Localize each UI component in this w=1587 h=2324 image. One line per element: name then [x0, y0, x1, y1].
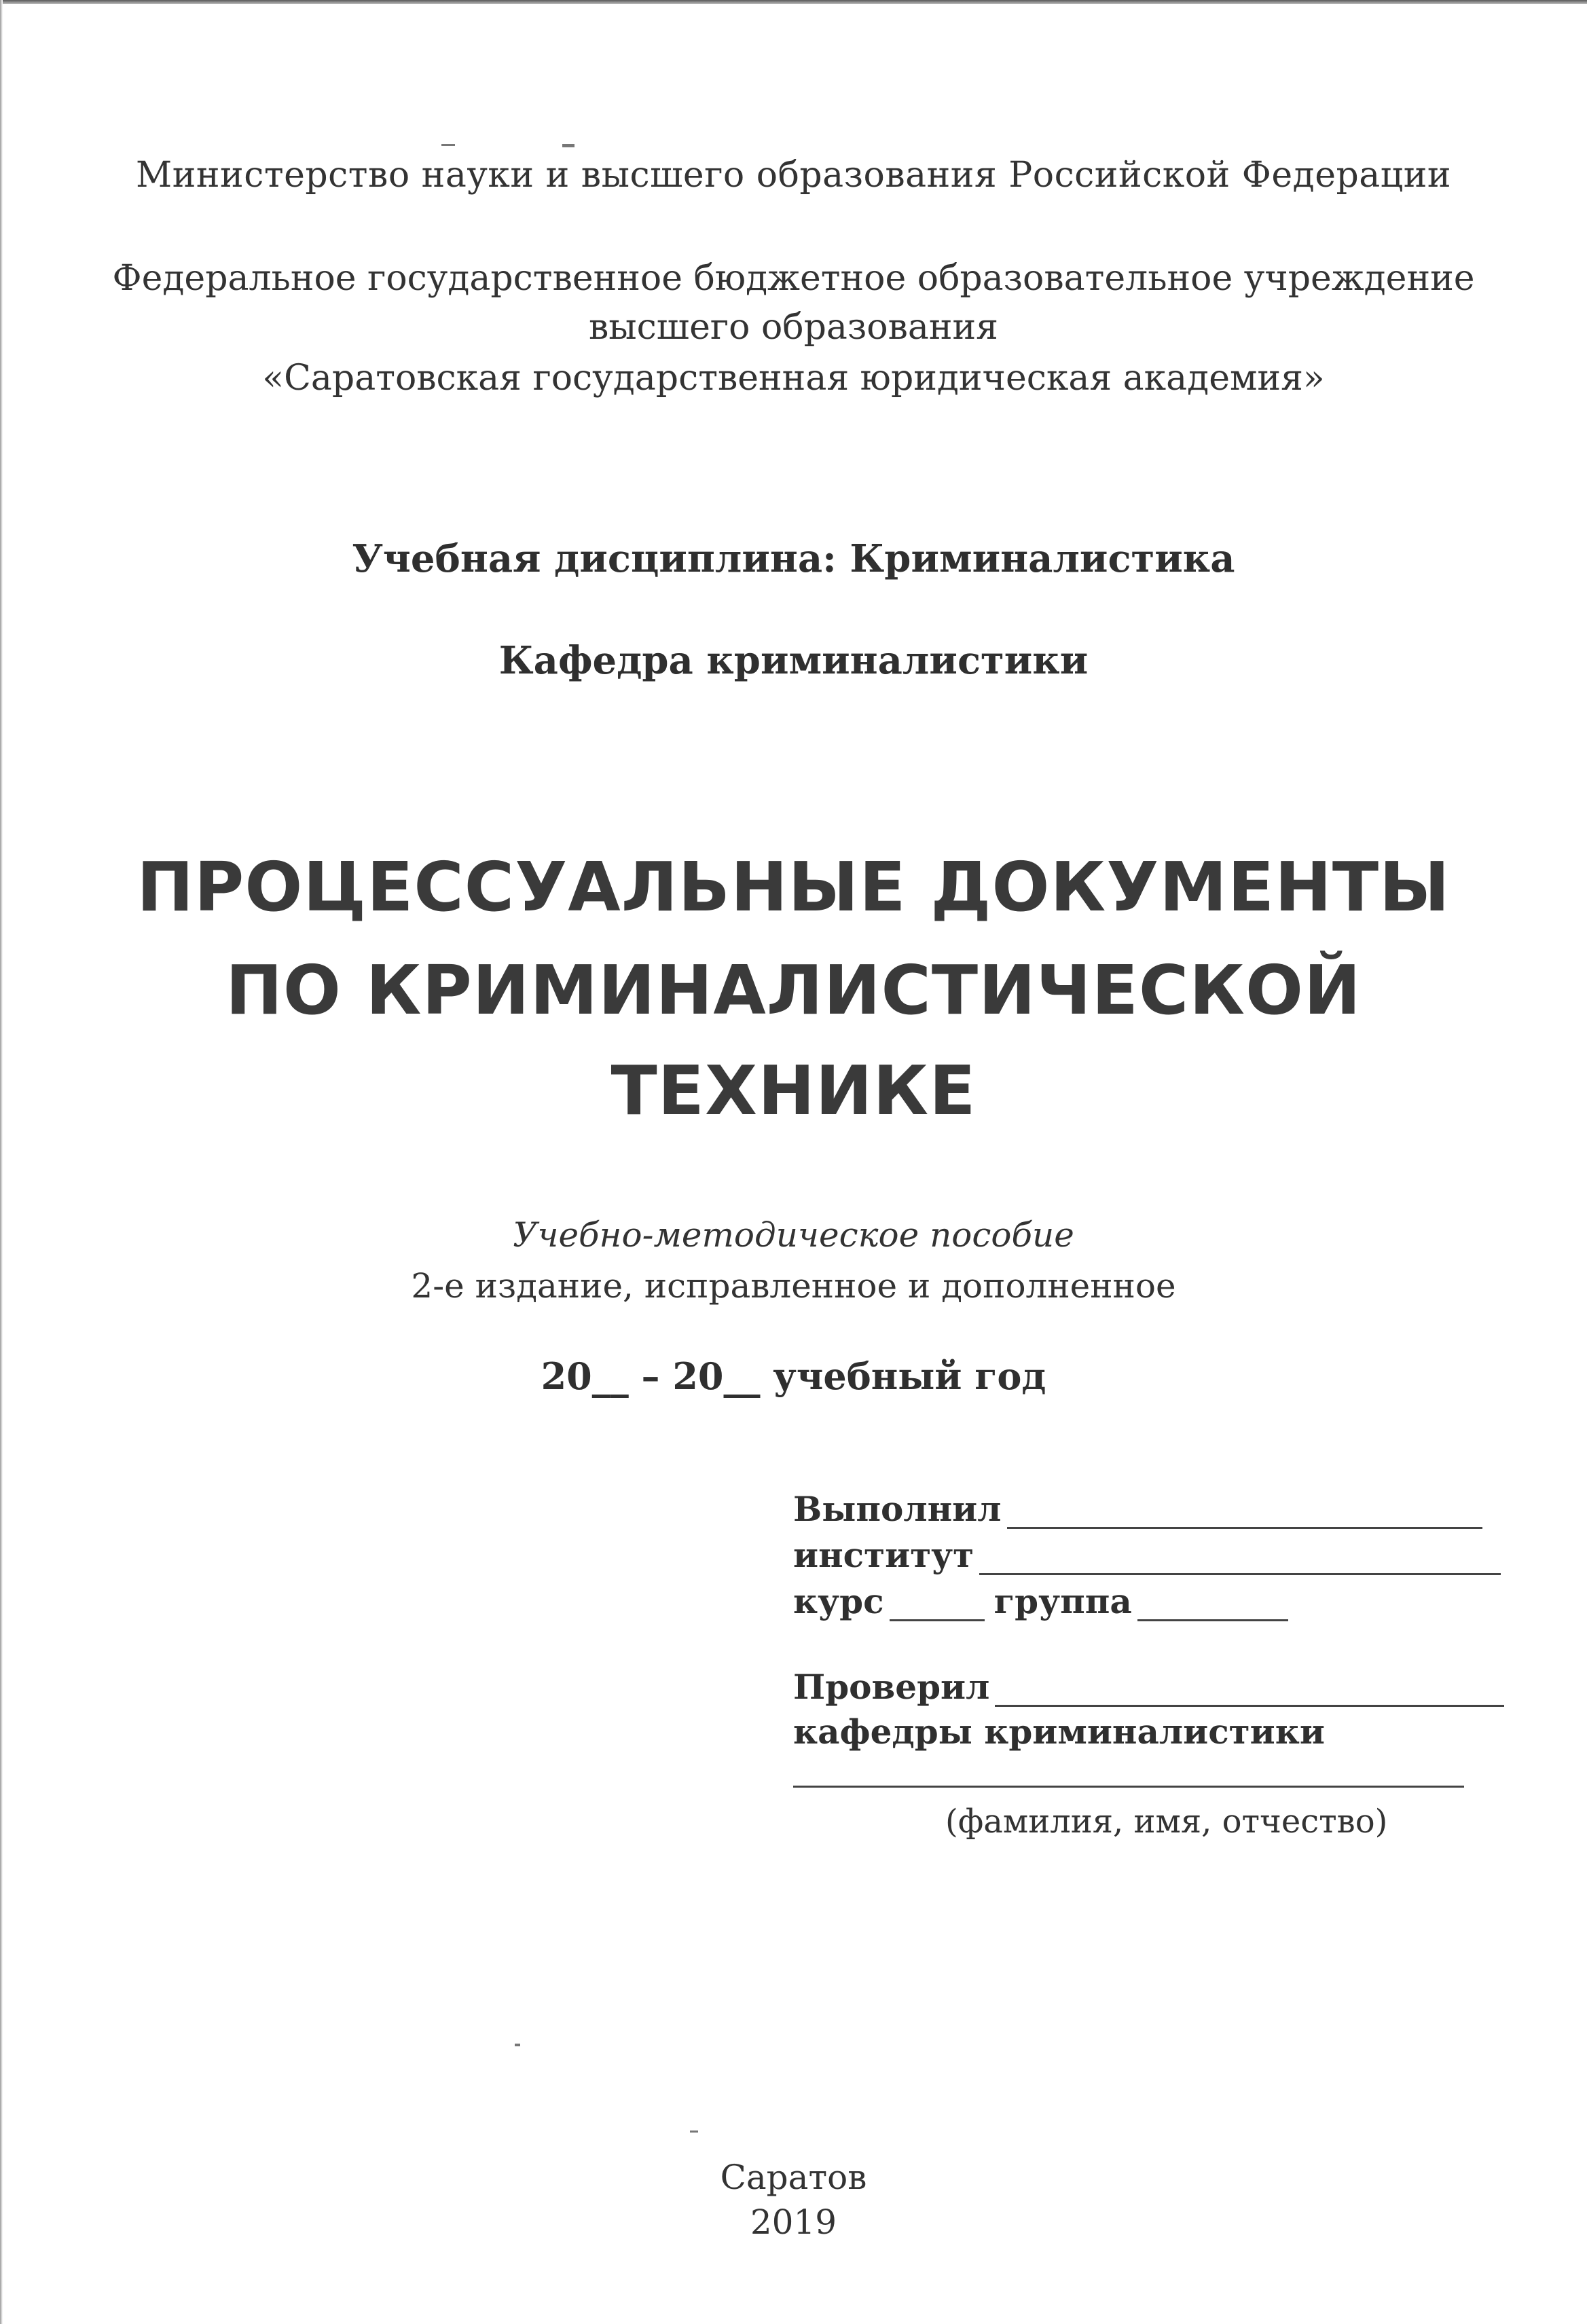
publication-year: 2019: [750, 2202, 837, 2242]
publication-city: Саратов: [720, 2158, 867, 2197]
full-name-caption: (фамилия, имя, отчество): [945, 1803, 1388, 1841]
ministry-name: Министерство науки и высшего образования Российской Федерации: [135, 155, 1452, 196]
academic-year: 20__ – 20__ учебный год: [541, 1354, 1046, 1398]
institution-line-2: высшего образования: [589, 307, 998, 348]
edition-info: 2-е издание, исправленное и дополненное: [411, 1266, 1176, 1306]
course-group-row: [793, 1579, 1288, 1621]
scan-edge-left: [0, 0, 3, 2324]
course-field[interactable]: [890, 1588, 985, 1621]
group-label: группа: [993, 1581, 1132, 1621]
course-label: курс: [793, 1581, 884, 1621]
full-name-field[interactable]: [793, 1786, 1464, 1788]
scan-speck: [515, 2044, 520, 2046]
scan-edge-top: [0, 0, 1587, 4]
department-row: [793, 1710, 1325, 1752]
department-heading: Кафедра криминалистики: [498, 638, 1089, 683]
title-line-1: ПРОЦЕССУАЛЬНЫЕ ДОКУМЕНТЫ: [136, 847, 1451, 927]
completed-by-field[interactable]: [1007, 1496, 1482, 1529]
scan-speck: [562, 144, 574, 147]
checked-by-label: Проверил: [793, 1667, 990, 1707]
institute-row: [793, 1533, 1501, 1575]
publication-type: Учебно-методическое пособие: [513, 1215, 1074, 1255]
institute-label: институт: [793, 1535, 974, 1575]
institution-line-1: Федеральное государственное бюджетное образовательное учреждение: [112, 258, 1475, 299]
completed-by-row: [793, 1487, 1482, 1529]
completed-by-label: Выполнил: [793, 1489, 1002, 1529]
scan-speck: [441, 144, 455, 146]
discipline-heading: Учебная дисциплина: Криминалистика: [352, 536, 1235, 581]
checker-department-label: кафедры криминалистики: [793, 1712, 1325, 1752]
scan-speck: [690, 2131, 698, 2133]
title-line-2: ПО КРИМИНАЛИСТИЧЕСКОЙ: [225, 951, 1362, 1030]
group-field[interactable]: [1137, 1588, 1288, 1621]
institution-line-3: «Саратовская государственная юридическая академия»: [262, 358, 1325, 399]
checked-by-field[interactable]: [995, 1674, 1504, 1707]
title-line-3: ТЕХНИКЕ: [610, 1051, 977, 1130]
checked-by-row: [793, 1665, 1504, 1707]
institute-field[interactable]: [979, 1542, 1501, 1575]
